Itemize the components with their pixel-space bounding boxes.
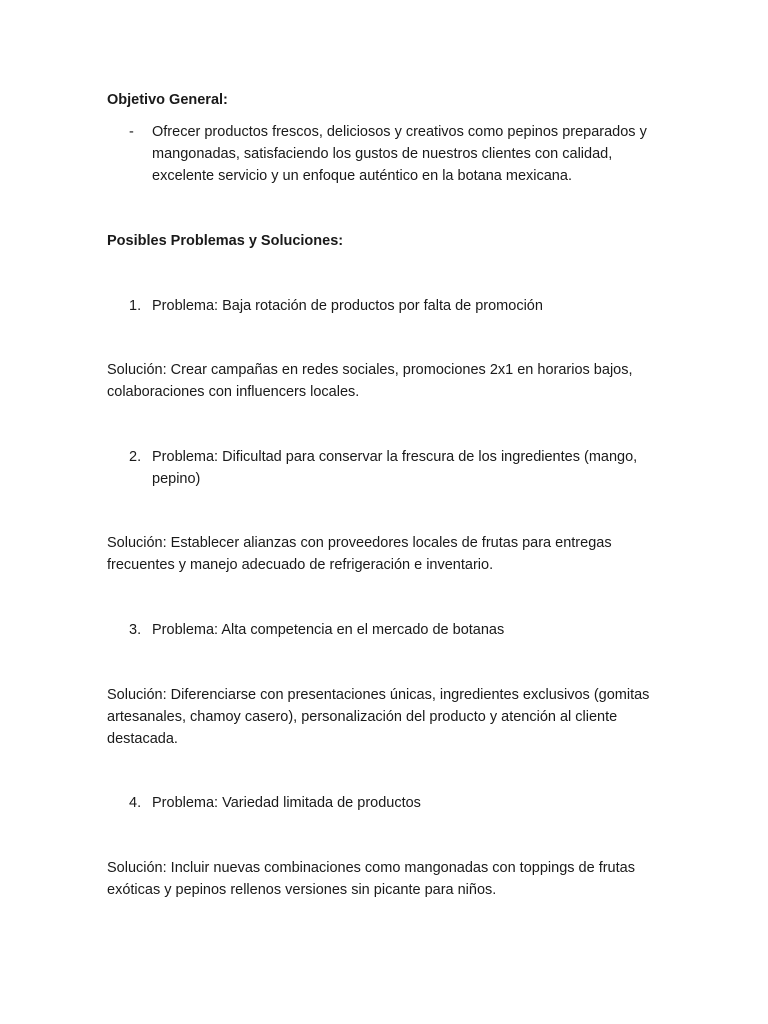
list-number: 2. [129, 449, 142, 465]
problema-item-2 [107, 446, 667, 490]
bullet-marker: - [129, 124, 134, 140]
list-number: 4. [129, 795, 142, 811]
solucion-text-4: Solución: Incluir nuevas combinaciones como mangonadas con toppings de frutas exóticas y pepinos rellenos versiones sin picante para niños. [107, 860, 635, 898]
problemas-heading: Posibles Problemas y Soluciones: [107, 233, 344, 249]
objetivo-text: Ofrecer productos frescos, deliciosos y creativos como pepinos preparados y mangonadas, satisfaciendo los gustos de nuestros clientes con calidad, excelente servicio y un enfoque auténtico en la botana mexicana. [152, 124, 647, 184]
problema-text: Problema: Alta competencia en el mercado de botanas [152, 622, 505, 638]
solucion-text-1: Solución: Crear campañas en redes sociales, promociones 2x1 en horarios bajos, colaboraciones con influencers locales. [107, 362, 633, 400]
objetivo-bullet-item [107, 121, 667, 187]
problema-text: Problema: Variedad limitada de productos [152, 795, 421, 811]
solucion-text-2: Solución: Establecer alianzas con proveedores locales de frutas para entregas frecuentes y manejo adecuado de refrigeración e inventario. [107, 535, 612, 573]
list-number: 1. [129, 298, 142, 314]
problema-item-4 [107, 792, 667, 814]
solucion-text-3: Solución: Diferenciarse con presentaciones únicas, ingredientes exclusivos (gomitas artesanales, chamoy casero), personalización del producto y atención al cliente destacada. [107, 687, 650, 747]
problema-text: Problema: Dificultad para conservar la frescura de los ingredientes (mango, pepino) [152, 449, 638, 487]
problema-text: Problema: Baja rotación de productos por falta de promoción [152, 298, 543, 314]
list-number: 3. [129, 622, 142, 638]
objetivo-heading: Objetivo General: [107, 92, 228, 108]
problema-item-1 [107, 295, 667, 317]
problema-item-3 [107, 619, 667, 641]
